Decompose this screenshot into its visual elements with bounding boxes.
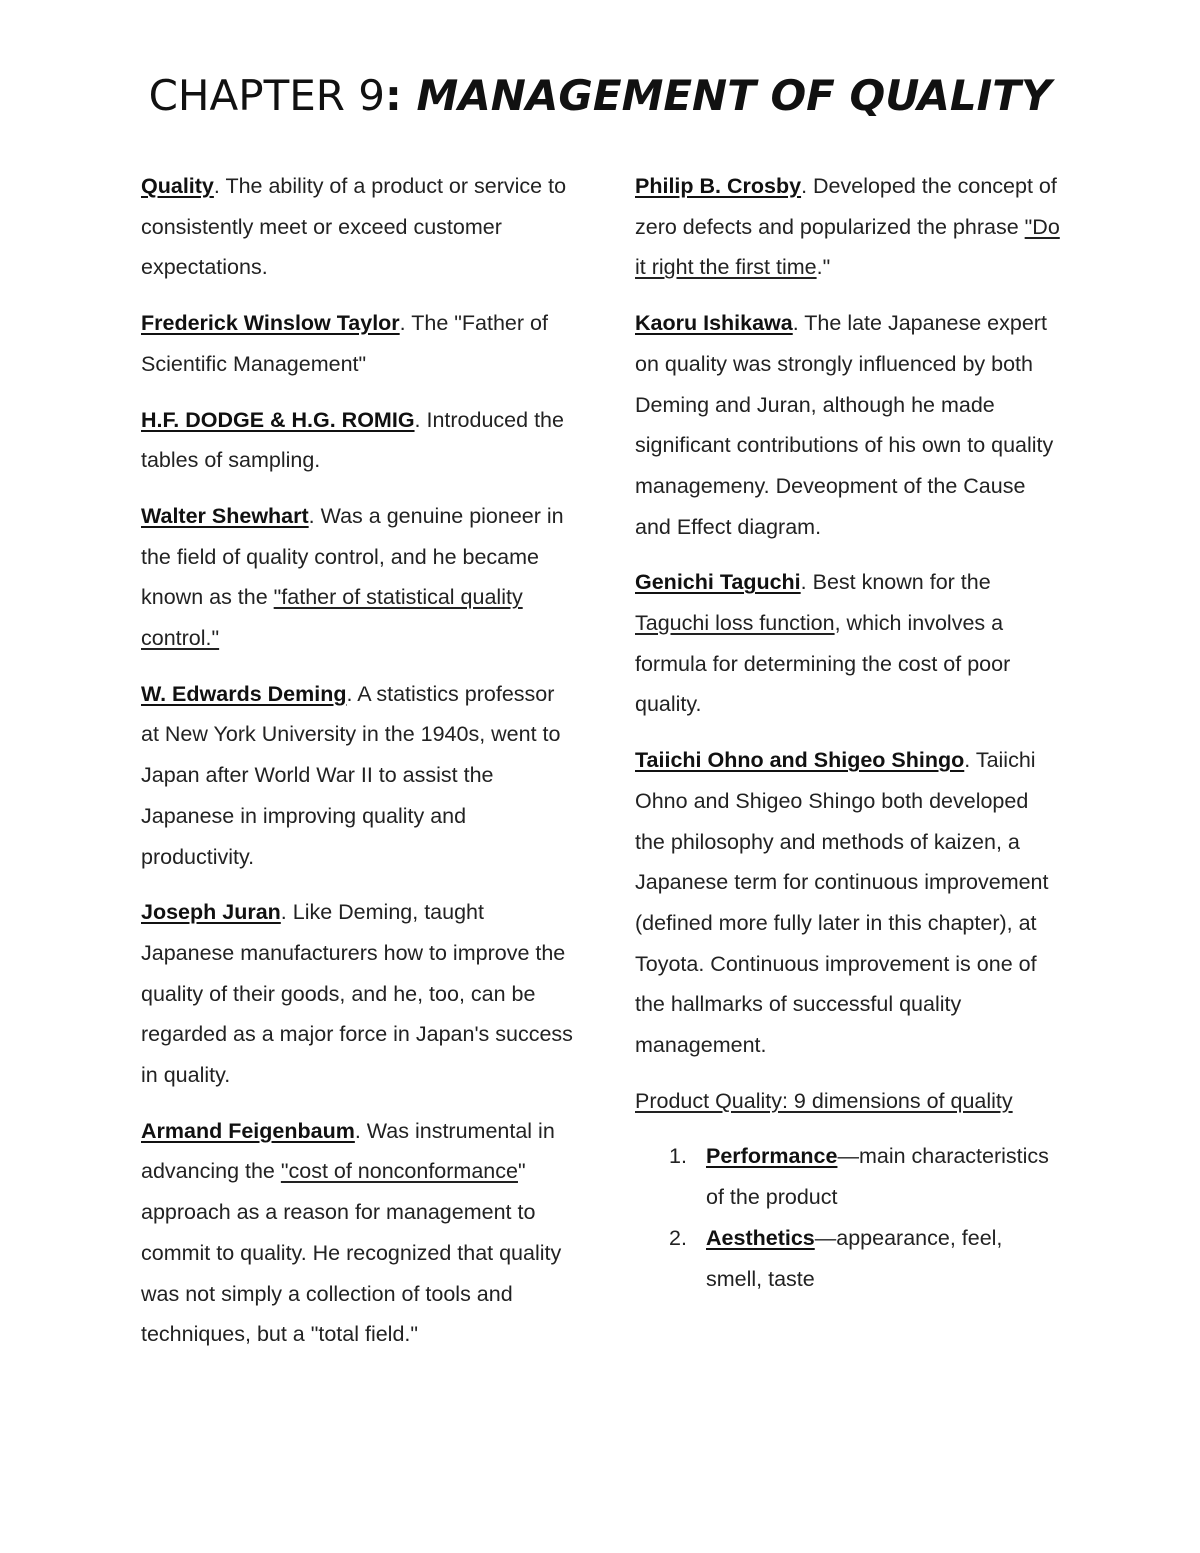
list-item — [635, 1136, 1060, 1217]
term: Quality — [141, 174, 214, 198]
right-column — [635, 166, 1060, 1299]
term: H.F. DODGE & H.G. ROMIG — [141, 407, 415, 432]
definition: . Like Deming, taught Japanese manufacturers how to improve the quality of their goods, and he, too, can be regarded as a major force in Japan's success in quality. — [141, 900, 573, 1088]
definition: . A statistics professor at New York University in the 1940s, went to Japan after World War II to assist the Japanese in improving quality and productivity. — [141, 681, 561, 869]
entry-crosby — [635, 166, 1060, 288]
term: Walter Shewhart — [141, 503, 309, 528]
definition-continued: " approach as a reason for management to commit to quality. He recognized that quality was not simply a collection of tools and techniques, but a "total field." — [141, 1159, 562, 1347]
term: Armand Feigenbaum — [141, 1118, 355, 1143]
underlined-phrase: "father of statistical quality control." — [141, 585, 523, 651]
dimension-description: —main characteristics of the product — [706, 1144, 1049, 1210]
chapter-number: CHAPTER 9 — [148, 71, 386, 120]
entry-ohno-shingo — [635, 740, 1060, 1066]
term: Taiichi Ohno and Shigeo Shingo — [635, 748, 965, 773]
definition: . Developed the concept of zero defects and popularized the phrase — [635, 174, 1057, 239]
entry-shewhart — [141, 496, 573, 659]
dimension-term: Performance — [706, 1144, 838, 1169]
term: Joseph Juran — [141, 900, 281, 925]
left-column — [141, 166, 573, 1370]
definition: . The "Father of Scientific Management" — [141, 311, 548, 376]
term: Philip B. Crosby — [635, 174, 802, 198]
entry-dodge-romig — [141, 400, 573, 481]
definition-continued: ." — [816, 255, 831, 280]
list-number: 1. — [669, 1144, 687, 1169]
entry-feigenbaum — [141, 1111, 573, 1355]
dimension-description: —appearance, feel, smell, taste — [706, 1225, 1003, 1291]
term: Kaoru Ishikawa — [635, 311, 793, 336]
underlined-phrase: "cost of nonconformance — [280, 1159, 518, 1184]
list-number: 2. — [669, 1225, 687, 1250]
definition: . Taiichi Ohno and Shigeo Shingo both developed the philosophy and methods of kaizen, a Japanese term for continuous improvement (defined more fully later in this chapter), at Toyota. Continuous improvement is one of the hallmarks of successful quality management. — [635, 748, 1049, 1058]
chapter-title — [0, 70, 1200, 122]
term: Frederick Winslow Taylor — [141, 311, 400, 336]
chapter-name: MANAGEMENT OF QUALITY — [401, 71, 1052, 120]
dimension-term: Aesthetics — [706, 1225, 815, 1250]
dimensions-list — [635, 1136, 1060, 1299]
definition: . The ability of a product or service to consistently meet or exceed customer expectations. — [141, 174, 567, 280]
entry-ishikawa — [635, 303, 1060, 547]
term: Genichi Taguchi — [635, 570, 801, 595]
definition: . The late Japanese expert on quality was strongly influenced by both Deming and Juran, although he made significant contributions of his own to quality managemeny. Deveopment of the Cause and Effect diagram. — [635, 311, 1054, 539]
definition: . Was instrumental in advancing the — [141, 1118, 555, 1184]
list-item — [635, 1218, 1060, 1299]
entry-taguchi — [635, 562, 1060, 725]
definition: . Was a genuine pioneer in the field of quality control, and he became known as the — [141, 503, 564, 610]
entry-quality — [141, 166, 573, 288]
title-colon: : — [385, 71, 402, 120]
underlined-phrase: "Do it right the first time — [635, 214, 1060, 280]
term: W. Edwards Deming — [141, 681, 347, 706]
definition: . Best known for the — [800, 570, 991, 595]
underlined-phrase: Taguchi loss function — [635, 611, 835, 636]
definition-continued: , which involves a formula for determining the cost of poor quality. — [635, 611, 1011, 717]
entry-deming — [141, 674, 573, 878]
product-quality-heading: Product Quality: 9 dimensions of quality — [635, 1088, 1013, 1113]
definition: . Introduced the tables of sampling. — [141, 407, 564, 473]
entry-taylor — [141, 303, 573, 384]
entry-juran — [141, 892, 573, 1096]
